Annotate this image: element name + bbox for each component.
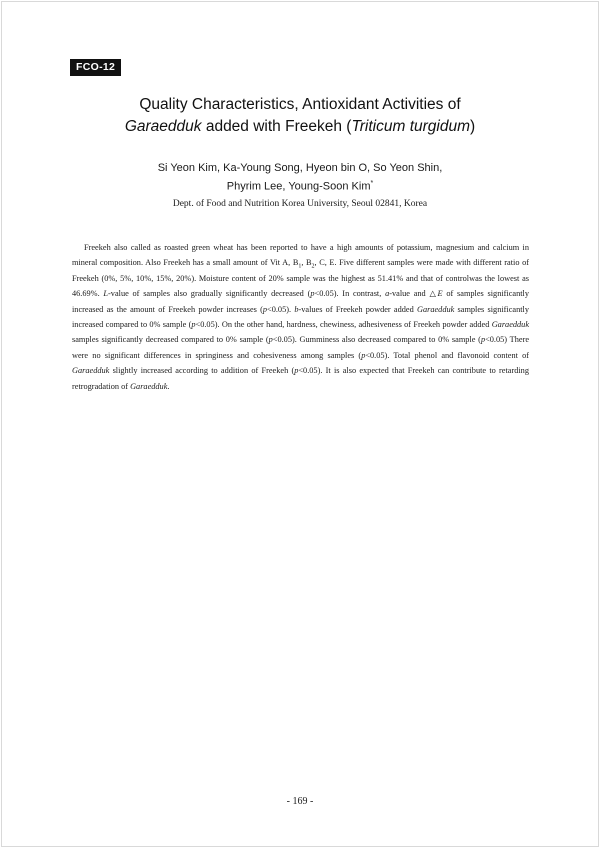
abstract-italic: Garaedduk [72,366,110,376]
abstract-text: of samples significantly increased as the amount of Freekeh powder increases ( [72,289,529,314]
abstract-italic: p [294,366,299,376]
abstract-italic: p [268,335,273,345]
authors-line-2-text: Phyrim Lee, Young-Soon Kim [226,180,371,193]
abstract-italic: Garaedduk [130,381,168,391]
title-mid: added with Freekeh ( [201,118,352,135]
abstract-body [72,240,529,394]
abstract-text: -values of Freekeh powder added [298,304,417,314]
title-line-2 [40,116,560,138]
corresponding-author-mark: * [370,180,374,187]
abstract-italic: L [103,289,109,299]
title-italic-species: Triticum turgidum [351,118,471,135]
abstract-subscript: 1 [298,264,302,271]
abstract-italic: E [437,289,443,299]
abstract-text: <0.05). Total phenol and flavonoid content of [365,350,530,360]
session-badge: FCO-12 [70,59,121,76]
abstract-text: <0.05). [267,304,295,314]
abstract-text: samples significantly decreased compared to 0% sample ( [72,335,269,345]
abstract-text: Freekeh also called as roasted green wheat has been reported to have a high amounts of potassium, magnesium and calcium in mineral composition. Also Freekeh has a small amount of Vit A, B [72,243,529,268]
abstract-italic: p [191,320,196,330]
abstract-text: samples significantly increased compared to 0% sample ( [72,304,529,330]
title-end: ) [470,118,476,135]
abstract-text: , B [301,258,312,268]
abstract-italic: a [385,289,390,299]
abstract-text: . [167,381,170,391]
paper-title [40,94,560,138]
abstract-text: <0.05). In contrast, [314,289,386,299]
abstract-text: <0.05) There were no significant differences in springiness and cohesiveness among samples ( [72,335,530,360]
page-number: - 169 - [286,796,314,807]
abstract-text: <0.05). Gumminess also decreased compared to 0% sample ( [272,335,481,345]
title-italic-garaedduk: Garaedduk [124,118,202,135]
abstract-italic: Garaedduk [491,320,530,330]
affiliation: Dept. of Food and Nutrition Korea University, Seoul 02841, Korea [172,199,428,209]
abstract-text: <0.05). It is also expected that Freekeh can contribute to retarding retrogradation of [72,366,529,391]
abstract-italic: p [262,304,268,314]
authors-line-2 [40,176,560,195]
abstract-italic: b [294,304,299,314]
title-line-1: Quality Characteristics, Antioxidant Activities of [139,96,461,113]
abstract-italic: p [480,335,486,345]
abstract-italic: p [310,289,315,299]
abstract-text: , C, E. Five different samples were made with different ratio of Freekeh (0%, 5%, 10%, 15%, 20%). Moisture content of 20% sample was the highest as 51.41% and that of controlwas the lowest as 46.69%. [72,258,529,299]
author-list [40,160,560,195]
authors-line-1: Si Yeon Kim, Ka-Young Song, Hyeon bin O, So Yeon Shin, [157,162,443,174]
abstract-italic: p [361,350,366,360]
abstract-italic: Garaedduk [416,304,455,314]
abstract-text: slightly increased according to addition of Freekeh ( [109,366,295,376]
abstract-text: <0.05). On the other hand, hardness, chewiness, adhesiveness of Freekeh powder added [195,320,492,330]
abstract-text: -value and △ [389,289,438,299]
abstract-subscript: 2 [311,264,315,271]
abstract-text: -value of samples also gradually significantly decreased ( [108,289,311,299]
